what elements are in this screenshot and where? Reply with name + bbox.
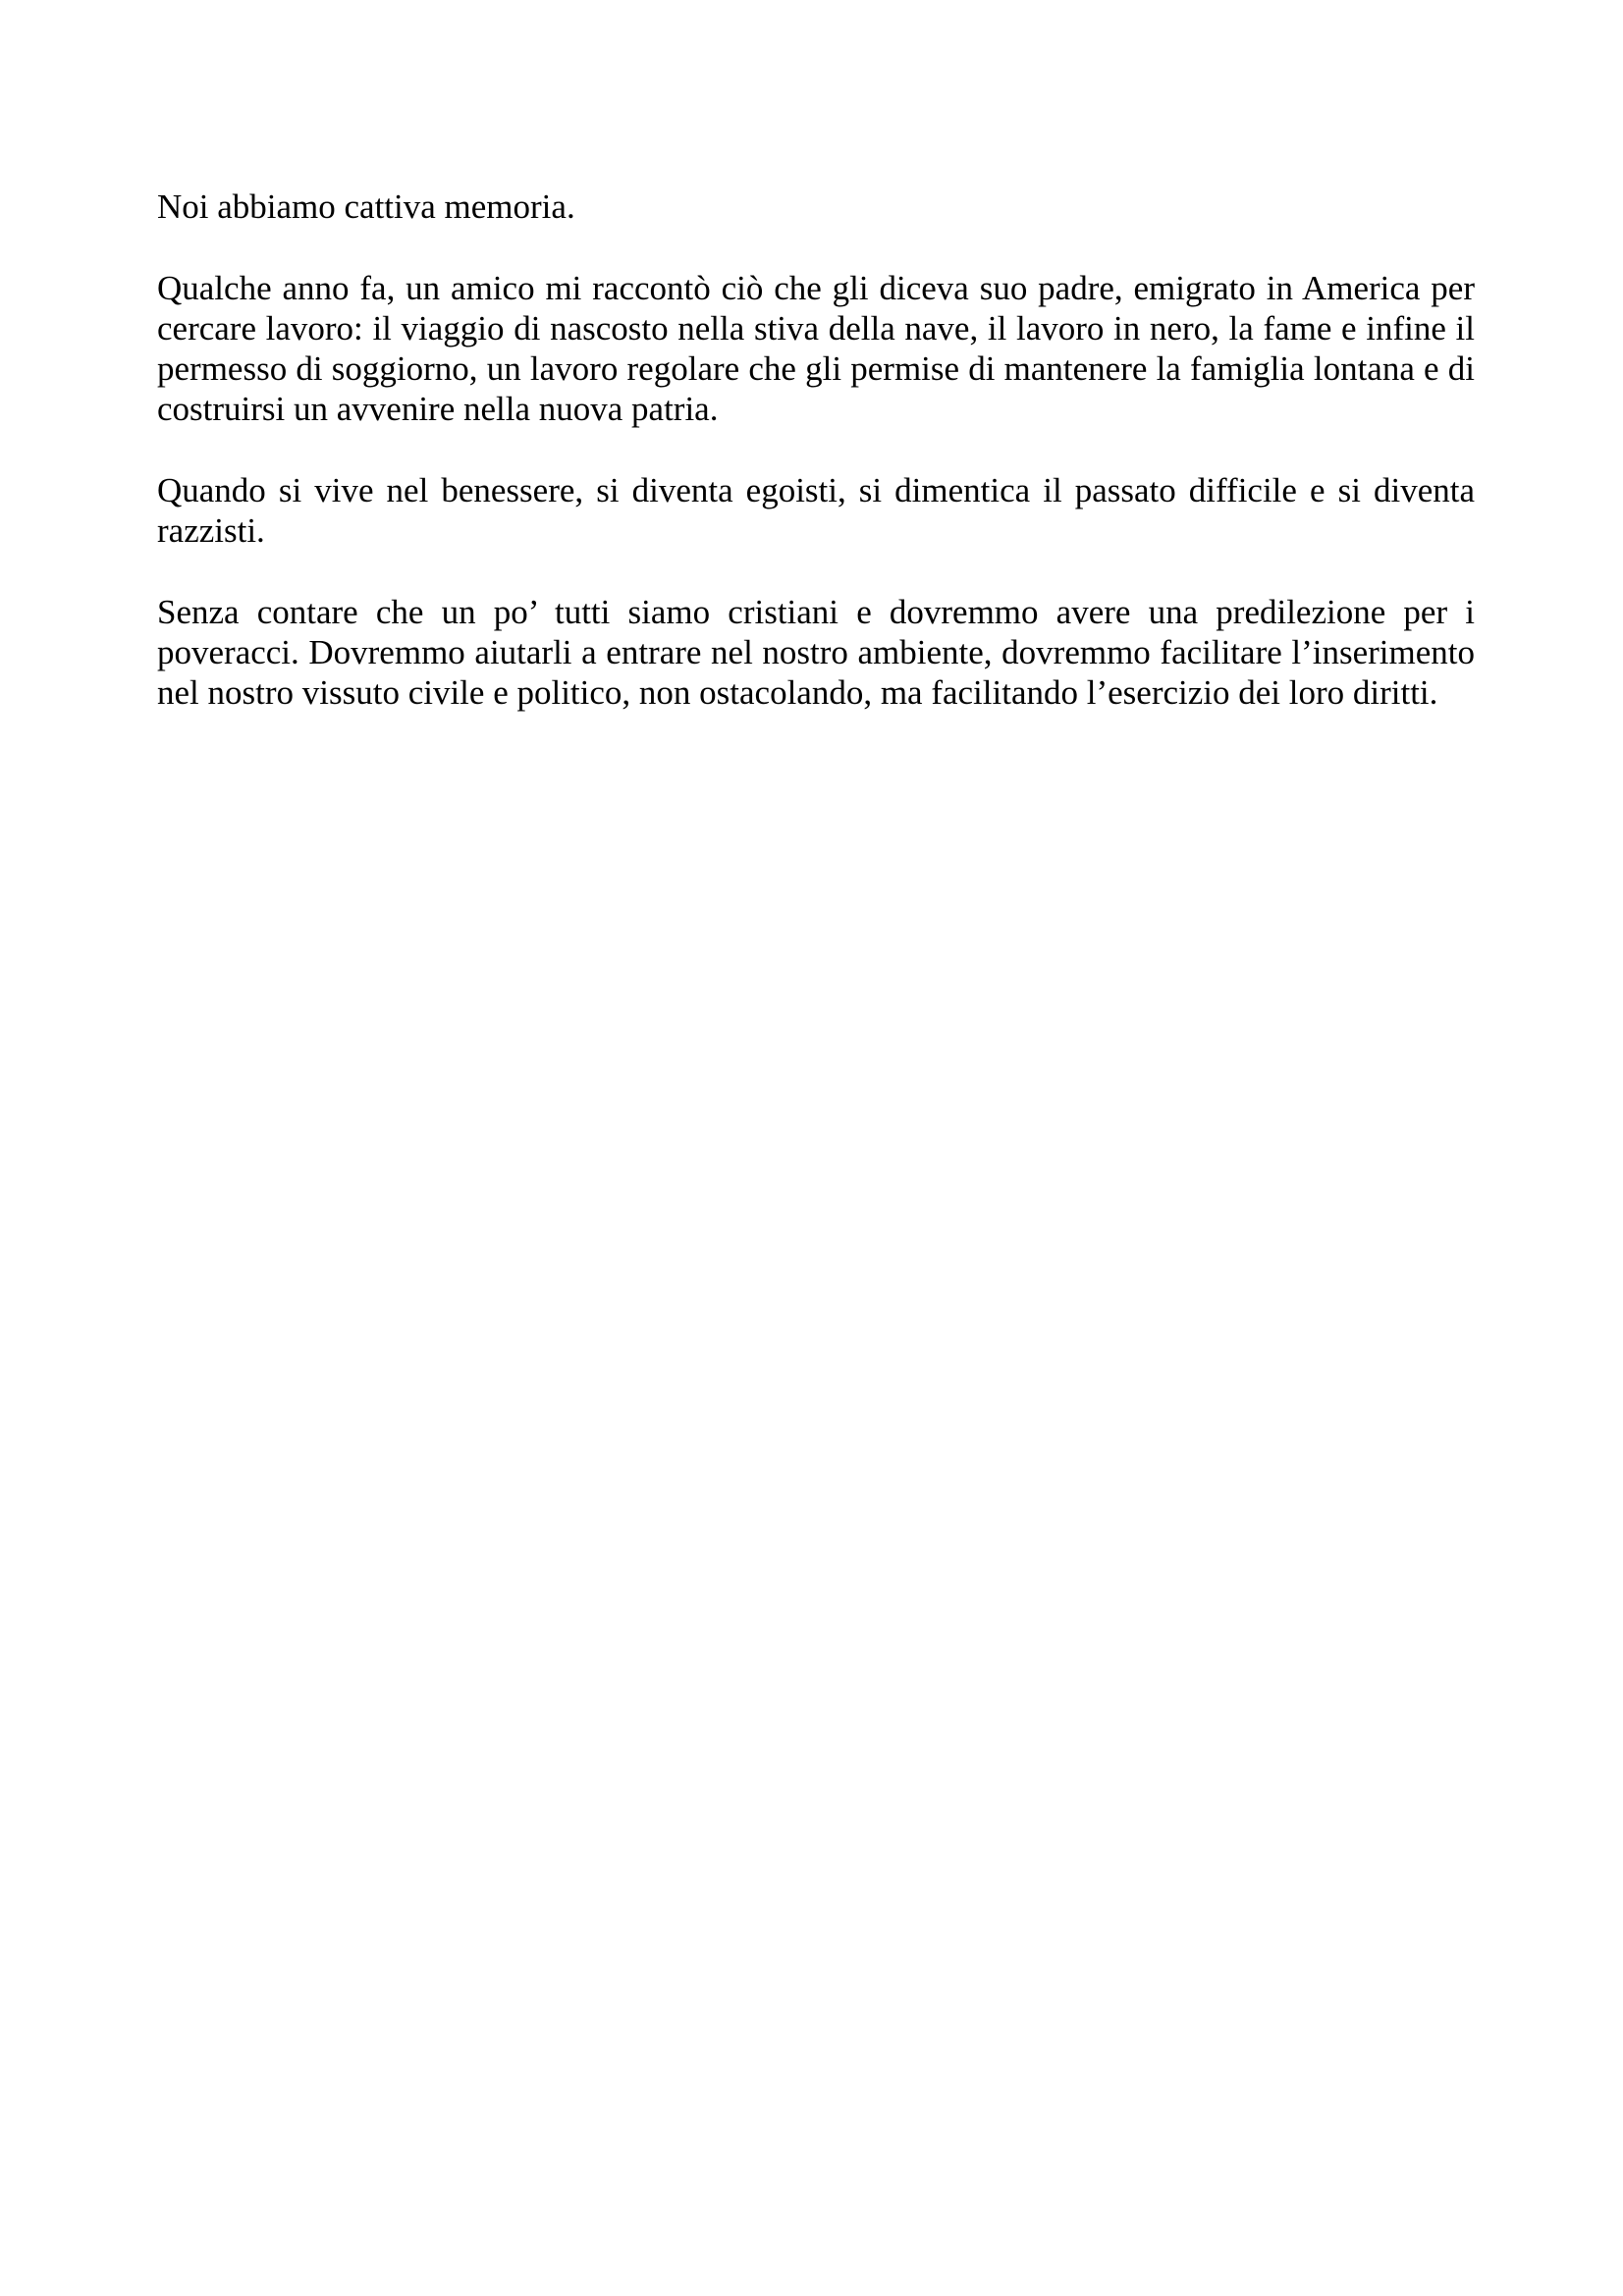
paragraph-1: Noi abbiamo cattiva memoria. xyxy=(157,187,575,226)
paragraph-2: Qualche anno fa, un amico mi raccontò ciò che gli diceva suo padre, emigrato in America per cercare lavoro: il viaggio di nascosto nella stiva della nave, il lavoro in nero, la fame e infine il permesso di soggiorno, un lavoro regolare che gli permise di mantenere la famiglia lontana e di costruirsi un avvenire nella nuova patria. xyxy=(157,269,1475,428)
body-text xyxy=(157,187,1475,754)
paragraph-3: Quando si vive nel benessere, si diventa egoisti, si dimentica il passato difficile e si diventa razzisti. xyxy=(157,471,1475,550)
paragraph-4: Senza contare che un po’ tutti siamo cristiani e dovremmo avere una predilezione per i poveracci. Dovremmo aiutarli a entrare nel nostro ambiente, dovremmo facilitare l’inserimento nel nostro vissuto civile e politico, non ostacolando, ma facilitando l’esercizio dei loro diritti. xyxy=(157,593,1475,712)
